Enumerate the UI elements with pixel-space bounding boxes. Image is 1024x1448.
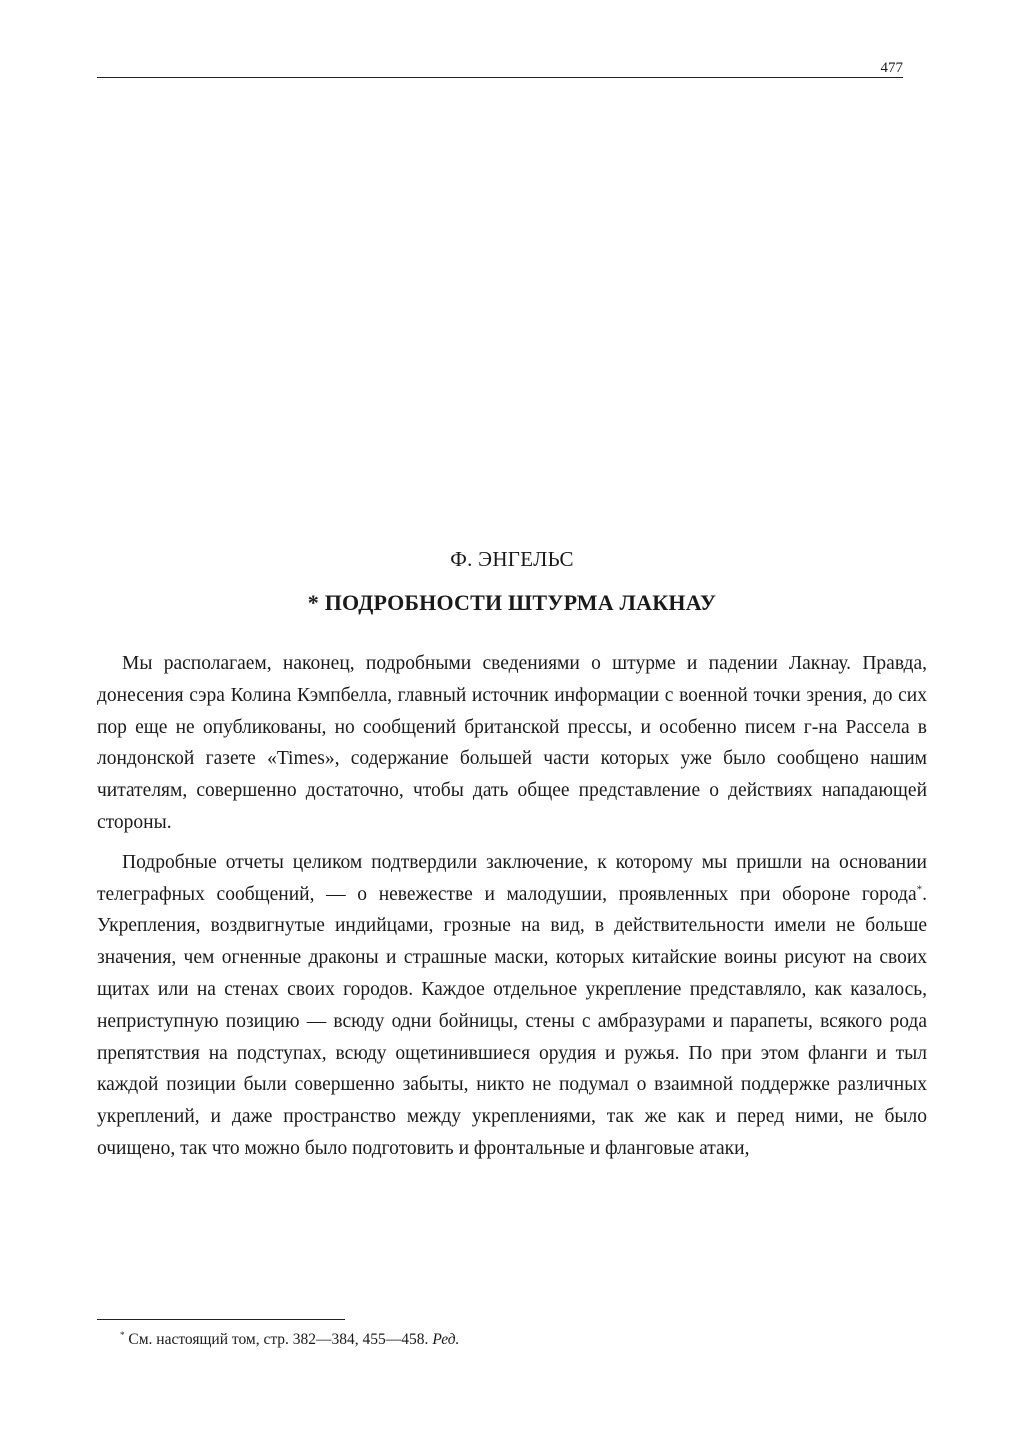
footnote-reference[interactable]: * [916, 883, 923, 896]
article-title: * ПОДРОБНОСТИ ШТУРМА ЛАКНАУ [307, 590, 717, 615]
paragraph-2 [97, 847, 927, 1165]
paragraph-2-start: Подробные отчеты целиком подтвердили заключение, к которому мы пришли на основании телеграфных сообщений, — о невежестве и малодушии, проявленных при обороне города [97, 851, 927, 905]
article-body [97, 648, 927, 1173]
footnote-editor-mark: Ред. [432, 1331, 460, 1348]
page-number: 477 [880, 60, 903, 76]
footnote-text: См. настоящий том, стр. 382—384, 455—458. [124, 1331, 433, 1348]
footnote-rule [97, 1319, 345, 1320]
paragraph-2-rest: . Укрепления, воздвигнутые индийцами, грозные на вид, в действительности имели не больше значения, чем огненные драконы и страшные маски, которых китайские воины рисуют на своих щитах или на стенах своих городов. Каждое отдельное укрепление представляло, как казалось, неприступную позицию — всюду одни бойницы, стены с амбразурами и парапеты, всякого рода препятствия на подступах, всюду ощетинившиеся орудия и ружья. По при этом фланги и тыл каждой позиции были совершенно забыты, никто не подумал о взаимной поддержке различных укреплений, и даже пространство между укреплениями, так же как и перед ними, не было очищено, так что можно было подготовить и фронтальные и фланговые атаки, [97, 883, 927, 1159]
footnote [120, 1331, 459, 1349]
footnote-mark: * [120, 1329, 125, 1340]
header-rule [97, 77, 903, 78]
author-name: Ф. ЭНГЕЛЬС [450, 547, 574, 571]
paragraph-1: Мы располагаем, наконец, подробными сведениями о штурме и падении Лакнау. Правда, донесения сэра Колина Кэмпбелла, главный источник информации с военной точки зрения, до сих пор еще не опубликованы, но сообщений британской прессы, и особенно писем г-на Рассела в лондонской газете «Times», содержание большей части которых уже было сообщено нашим читателям, совершенно достаточно, чтобы дать общее представление о действиях нападающей стороны. [97, 653, 927, 833]
